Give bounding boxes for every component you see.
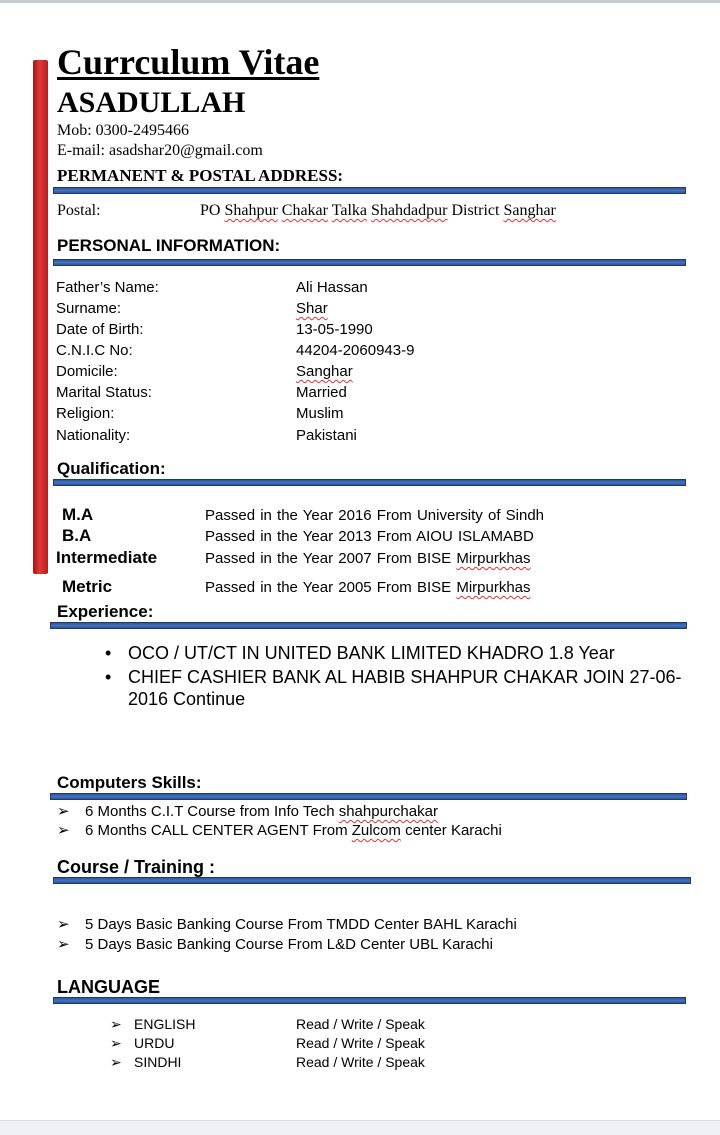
page-top-border (0, 0, 720, 3)
qualification-detail: Passed in the Year 2007 From BISE Mirpurkhas (205, 550, 531, 567)
list-item: • CHIEF CASHIER BANK AL HABIB SHAHPUR CHAKAR JOIN 27-06-2016 Continue (105, 667, 682, 709)
section-rule (53, 479, 686, 486)
postal-address: PO Shahpur Chakar Talka Shahdadpur District Sanghar (200, 202, 556, 219)
list-item: ➢ 6 Months C.I.T Course from Info Tech shahpurchakar (57, 803, 438, 820)
qualification-heading: Qualification: (57, 459, 166, 478)
personal-label: Marital Status: (56, 384, 152, 401)
document-title: Currculum Vitae (57, 42, 320, 82)
language-heading: LANGUAGE (57, 977, 160, 997)
personal-label: Date of Birth: (56, 321, 144, 338)
personal-value: Muslim (296, 405, 344, 422)
list-item: ➢ 5 Days Basic Banking Course From L&D Center UBL Karachi (57, 936, 493, 953)
section-rule (53, 187, 686, 194)
computer-skills-heading: Computers Skills: (57, 773, 202, 792)
list-item: • OCO / UT/CT IN UNITED BANK LIMITED KHADRO 1.8 Year (105, 643, 615, 663)
qualification-detail: Passed in the Year 2016 From University of Sindh (205, 507, 545, 524)
personal-value: Shar (296, 300, 328, 317)
qualification-degree: B.A (62, 526, 92, 545)
personal-label: Domicile: (56, 363, 118, 380)
qualification-detail: Passed in the Year 2013 From AIOU ISLAMABD (205, 528, 534, 545)
personal-value: Pakistani (296, 427, 357, 444)
personal-label: Surname: (56, 300, 122, 317)
mobile-number: Mob: 0300-2495466 (57, 122, 189, 139)
email-address: E-mail: asadshar20@gmail.com (57, 142, 263, 159)
page-bottom-edge (0, 1120, 720, 1135)
arrow-bullet-icon: ➢ (57, 803, 70, 820)
address-heading: PERMANENT & POSTAL ADDRESS: (57, 166, 344, 185)
qualification-degree: M.A (62, 505, 94, 524)
qualification-degree: Intermediate (56, 548, 158, 567)
personal-value: 44204-2060943-9 (296, 342, 415, 359)
candidate-name: ASADULLAH (57, 86, 246, 119)
personal-label: Father’s Name: (56, 279, 159, 296)
personal-value: Sanghar (296, 363, 353, 380)
arrow-bullet-icon: ➢ (110, 1035, 122, 1051)
postal-label: Postal: (57, 202, 101, 219)
language-skill: Read / Write / Speak (296, 1016, 425, 1032)
language-name: ➢ SINDHI (110, 1054, 182, 1070)
personal-value: Ali Hassan (296, 279, 368, 296)
language-skill: Read / Write / Speak (296, 1054, 425, 1070)
qualification-degree: Metric (62, 577, 113, 596)
left-accent-bar (33, 60, 48, 574)
section-rule (50, 622, 687, 629)
section-rule (53, 877, 691, 884)
arrow-bullet-icon: ➢ (57, 916, 70, 933)
personal-value: 13-05-1990 (296, 321, 373, 338)
language-name: ➢ URDU (110, 1035, 175, 1051)
list-item: ➢ 5 Days Basic Banking Course From TMDD Center BAHL Karachi (57, 916, 517, 933)
section-rule (53, 259, 686, 266)
training-heading: Course / Training : (57, 857, 216, 877)
personal-label: Religion: (56, 405, 115, 422)
list-item: ➢ 6 Months CALL CENTER AGENT From Zulcom center Karachi (57, 822, 502, 839)
qualification-detail: Passed in the Year 2005 From BISE Mirpurkhas (205, 579, 531, 596)
experience-list (105, 642, 695, 712)
personal-info-heading: PERSONAL INFORMATION: (57, 236, 281, 255)
experience-heading: Experience: (57, 602, 154, 621)
personal-label: C.N.I.C No: (56, 342, 133, 359)
arrow-bullet-icon: ➢ (110, 1054, 122, 1070)
arrow-bullet-icon: ➢ (110, 1016, 122, 1032)
language-skill: Read / Write / Speak (296, 1035, 425, 1051)
section-rule (50, 793, 687, 800)
personal-value: Married (296, 384, 347, 401)
section-rule (53, 997, 686, 1004)
arrow-bullet-icon: ➢ (57, 822, 70, 839)
language-name: ➢ ENGLISH (110, 1016, 196, 1032)
arrow-bullet-icon: ➢ (57, 936, 70, 953)
personal-label: Nationality: (56, 427, 131, 444)
